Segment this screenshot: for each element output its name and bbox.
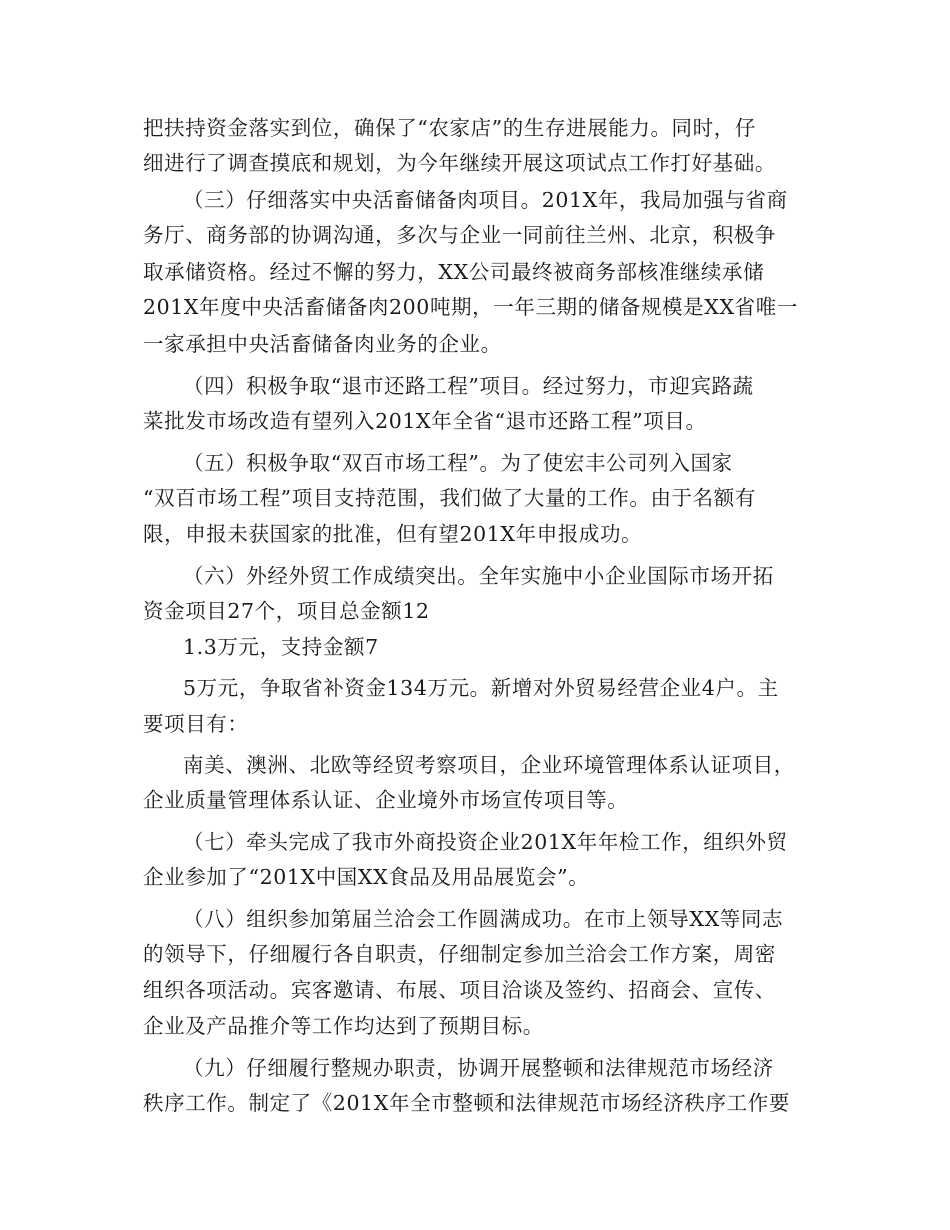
text-line: 细进行了调查摸底和规划，为今年继续开展这项试点工作打好基础。: [143, 151, 776, 175]
text-line: （八）组织参加第届兰洽会工作圆满成功。在市上领导XX等同志: [183, 907, 784, 931]
text-line: 201X年度中央活畜储备肉200吨期，一年三期的储备规模是XX省唯一: [143, 295, 798, 319]
text-line: 要项目有：: [143, 712, 249, 736]
text-line: （七）牵头完成了我市外商投资企业201X年年检工作，组织外贸: [183, 830, 788, 854]
text-line: （九）仔细履行整规办职责，协调开展整顿和法律规范市场经济: [183, 1056, 774, 1080]
text-line: 务厅、商务部的协调沟通，多次与企业一同前往兰州、北京，积极争: [143, 223, 776, 247]
text-line: 企业质量管理体系认证、企业境外市场宣传项目等。: [143, 788, 629, 812]
text-line: 一家承担中央活畜储备肉业务的企业。: [143, 332, 502, 356]
text-line: “双百市场工程”项目支持范围，我们做了大量的工作。由于名额有: [143, 486, 756, 510]
text-line: 组织各项活动。宾客邀请、布展、项目洽谈及签约、招商会、宣传、: [143, 978, 776, 1002]
text-line: （六）外经外贸工作成绩突出。全年实施中小企业国际市场开拓: [183, 564, 774, 588]
text-line: （三）仔细落实中央活畜储备肉项目。201X年，我局加强与省商: [183, 188, 788, 212]
text-line: 把扶持资金落实到位，确保了“农家店”的生存进展能力。同时，仔: [143, 116, 756, 140]
text-line: 资金项目27个，项目总金额12: [143, 599, 430, 623]
text-line: 企业及产品推介等工作均达到了预期目标。: [143, 1014, 544, 1038]
text-line: 南美、澳洲、北欧等经贸考察项目，企业环境管理体系认证项目，: [183, 753, 795, 777]
text-line: 取承储资格。经过不懈的努力，XX公司最终被商务部核准继续承储: [143, 260, 765, 284]
text-line: 5万元，争取省补资金134万元。新增对外贸易经营企业4户。主: [183, 676, 779, 700]
text-line: 1.3万元，支持金额7: [183, 635, 379, 659]
text-line: 秩序工作。制定了《201X年全市整顿和法律规范市场经济秩序工作要: [143, 1091, 790, 1115]
text-line: 限，申报未获国家的批准，但有望201X年申报成功。: [143, 522, 643, 546]
text-line: 菜批发市场改造有望列入201X年全省“退市还路工程”项目。: [143, 409, 707, 433]
text-line: （五）积极争取“双百市场工程”。为了使宏丰公司列入国家: [183, 451, 733, 475]
text-line: 企业参加了“201X中国XX食品及用品展览会”。: [143, 865, 590, 889]
text-line: 的领导下，仔细履行各自职责，仔细制定参加兰洽会工作方案，周密: [143, 942, 776, 966]
text-line: （四）积极争取“退市还路工程”项目。经过努力，市迎宾路蔬: [183, 374, 754, 398]
